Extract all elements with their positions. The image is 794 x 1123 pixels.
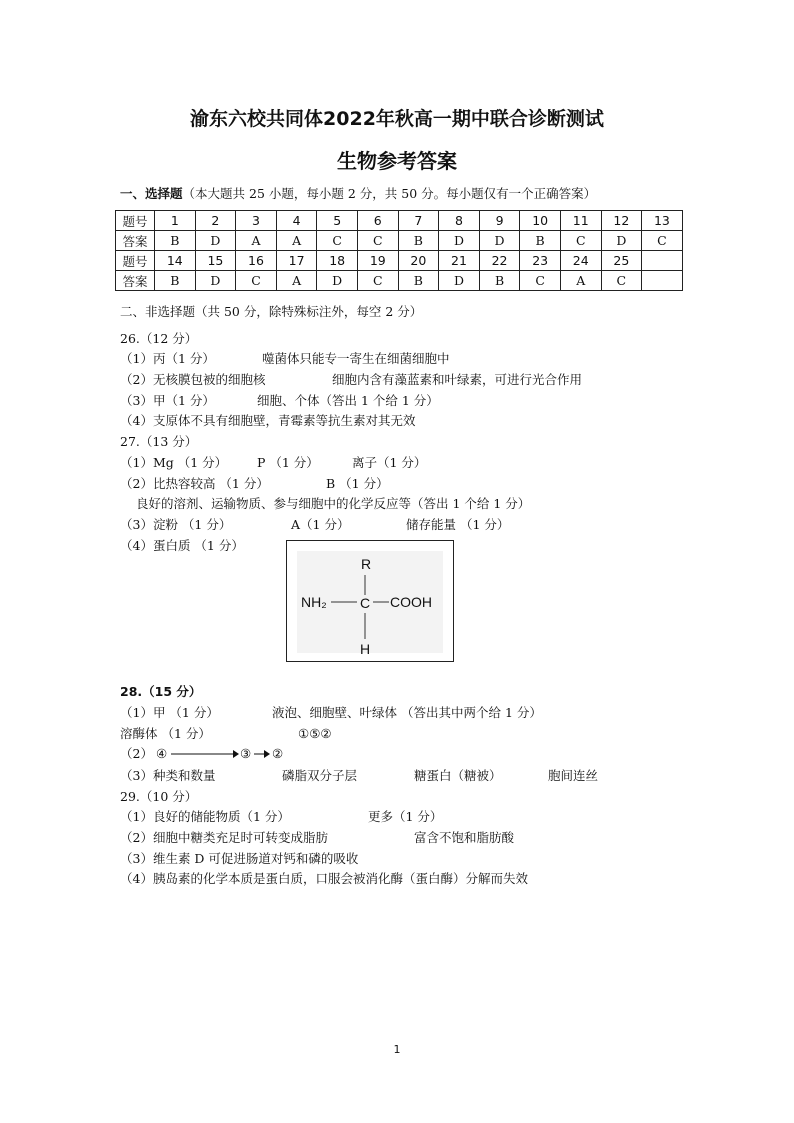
answer-cell: D	[195, 231, 236, 251]
amino-acid-structure-diagram	[286, 540, 454, 662]
q29-line2	[120, 830, 515, 846]
q26-answer-2b: 细胞内含有藻蓝素和叶绿素，可进行光合作用	[332, 372, 583, 387]
q27-answer-1b: P （1 分）	[257, 455, 319, 470]
q26-answer-2a: （2）无核膜包被的细胞核	[120, 372, 266, 387]
section1-note: （本大题共 25 小题，每小题 2 分，共 50 分。每小题仅有一个正确答案）	[182, 186, 597, 201]
q27-heading: 27.（13 分）	[120, 434, 198, 449]
answer-cell: C	[357, 271, 398, 291]
answer-cell: C	[520, 271, 561, 291]
q28-answer-4a: （3）种类和数量	[120, 768, 216, 783]
q26-answer-1b: 噬菌体只能专一寄生在细菌细胞中	[262, 351, 450, 366]
answer-cell: B	[520, 231, 561, 251]
answer-cell	[642, 271, 683, 291]
answer-cell: A	[236, 231, 277, 251]
section2-heading: 二、非选择题（共 50 分，除特殊标注外，每空 2 分）	[120, 304, 423, 319]
answer-table	[115, 210, 683, 291]
q28-answer-1a: （1）甲 （1 分）	[120, 705, 219, 720]
q28-line1	[120, 705, 542, 721]
q29-answer-2b: 富含不饱和脂肪酸	[414, 830, 515, 845]
answer-cell: B	[398, 271, 439, 291]
answer-cell: B	[155, 271, 196, 291]
a-label: 答案	[116, 271, 155, 291]
q-number: 19	[357, 251, 398, 271]
q27-line1	[120, 455, 427, 471]
answer-cell: A	[560, 271, 601, 291]
q27-line3	[120, 517, 510, 533]
q27-answer-2a: （2）比热容较高 （1 分）	[120, 476, 269, 491]
q-label: 题号	[116, 211, 155, 231]
q-number: 11	[560, 211, 601, 231]
q29-answer-2a: （2）细胞中糖类充足时可转变成脂肪	[120, 830, 328, 845]
answer-cell: D	[601, 231, 642, 251]
q-number: 24	[560, 251, 601, 271]
q27-answer-3a: （3）淀粉 （1 分）	[120, 517, 232, 532]
q-number: 5	[317, 211, 358, 231]
q-number: 22	[479, 251, 520, 271]
section1-heading-line	[120, 186, 596, 202]
q-number: 21	[439, 251, 480, 271]
document-title: 渝东六校共同体2022年秋高一期中联合诊断测试	[190, 108, 604, 130]
q29-line3: （3）维生素 D 可促进肠道对钙和磷的吸收	[120, 851, 359, 866]
q27-answer-1a: （1）Mg （1 分）	[120, 455, 228, 470]
q-number: 10	[520, 211, 561, 231]
q-number: 25	[601, 251, 642, 271]
q28-answer-4c: 糖蛋白（糖被）	[414, 768, 502, 783]
answer-cell: D	[479, 231, 520, 251]
q28-answer-1b: 液泡、细胞壁、叶绿体 （答出其中两个给 1 分）	[272, 705, 542, 720]
answer-cell: C	[642, 231, 683, 251]
q28-line2	[120, 726, 332, 742]
answer-cell: D	[317, 271, 358, 291]
q27-answer-3b: A（1 分）	[291, 517, 350, 532]
page-number: 1	[393, 1043, 401, 1056]
q-number: 23	[520, 251, 561, 271]
q27-answer-3c: 储存能量 （1 分）	[406, 517, 510, 532]
q-number: 3	[236, 211, 277, 231]
q29-answer-1a: （1）良好的储能物质（1 分）	[120, 809, 290, 824]
q28-answer-2a: 溶酶体 （1 分）	[120, 726, 211, 741]
q27-answer-2b: B （1 分）	[326, 476, 389, 491]
q27-line2	[120, 476, 389, 492]
q-number: 4	[276, 211, 317, 231]
q28-answer-4b: 磷脂双分子层	[282, 768, 358, 783]
q26-heading: 26.（12 分）	[120, 331, 198, 346]
q26-line4: （4）支原体不具有细胞壁，青霉素等抗生素对其无效	[120, 413, 416, 428]
answer-cell: D	[439, 271, 480, 291]
q28-answer-3-label: （2）	[120, 746, 153, 761]
formula-amino-group: NH₂	[301, 594, 327, 610]
q-number: 14	[155, 251, 196, 271]
answer-cell: C	[357, 231, 398, 251]
table-row-q2	[116, 251, 683, 271]
q-number: 18	[317, 251, 358, 271]
a-label: 答案	[116, 231, 155, 251]
answer-cell: C	[236, 271, 277, 291]
table-row-a1	[116, 231, 683, 251]
q-number: 15	[195, 251, 236, 271]
q-number: 12	[601, 211, 642, 231]
answer-cell: C	[560, 231, 601, 251]
formula-hydrogen: H	[360, 641, 371, 657]
answer-cell: C	[317, 231, 358, 251]
q28-line3	[120, 746, 284, 762]
q26-line2	[120, 372, 583, 388]
pathway-arrow-icon	[254, 748, 270, 760]
q27-answer-1c: 离子（1 分）	[352, 455, 427, 470]
q28-answer-4d: 胞间连丝	[548, 768, 599, 783]
q28-answer-2b: ①⑤②	[298, 726, 332, 741]
q-number: 16	[236, 251, 277, 271]
formula-carboxyl-group: COOH	[390, 594, 432, 610]
q29-answer-1b: 更多（1 分）	[368, 809, 443, 824]
q26-answer-3a: （3）甲（1 分）	[120, 393, 215, 408]
q29-line4: （4）胰岛素的化学本质是蛋白质，口服会被消化酶（蛋白酶）分解而失效	[120, 871, 528, 886]
formula-r-group: R	[361, 556, 372, 572]
q-number: 1	[155, 211, 196, 231]
section1-heading: 一、选择题	[120, 186, 183, 201]
q-number	[642, 251, 683, 271]
q-number: 8	[439, 211, 480, 231]
q-number: 7	[398, 211, 439, 231]
answer-cell: B	[479, 271, 520, 291]
q26-line3	[120, 393, 439, 409]
answer-cell: B	[155, 231, 196, 251]
q29-heading: 29.（10 分）	[120, 789, 198, 804]
table-row-a2	[116, 271, 683, 291]
q27-line2c: 良好的溶剂、运输物质、参与细胞中的化学反应等（答出 1 个给 1 分）	[136, 496, 531, 511]
answer-cell: A	[276, 271, 317, 291]
q-number: 2	[195, 211, 236, 231]
q28-line4	[120, 768, 599, 784]
q29-line1	[120, 809, 443, 825]
q26-answer-3b: 细胞、个体（答出 1 个给 1 分）	[257, 393, 439, 408]
q-number: 6	[357, 211, 398, 231]
pathway-step: ④	[156, 746, 168, 761]
answer-cell: A	[276, 231, 317, 251]
q-number: 20	[398, 251, 439, 271]
answer-cell: C	[601, 271, 642, 291]
q-label: 题号	[116, 251, 155, 271]
document-subtitle: 生物参考答案	[337, 149, 457, 173]
table-row-q1	[116, 211, 683, 231]
answer-cell: D	[439, 231, 480, 251]
formula-central-carbon: C	[360, 595, 371, 611]
q28-heading: 28.（15 分）	[120, 684, 202, 699]
answer-cell: D	[195, 271, 236, 291]
q26-line1	[120, 351, 450, 367]
q-number: 13	[642, 211, 683, 231]
pathway-arrow-icon	[171, 748, 239, 760]
q27-line4: （4）蛋白质 （1 分）	[120, 538, 244, 553]
pathway-step: ②	[272, 746, 284, 761]
answer-cell: B	[398, 231, 439, 251]
q-number: 9	[479, 211, 520, 231]
amino-acid-formula	[287, 541, 453, 661]
q26-answer-1a: （1）丙（1 分）	[120, 351, 215, 366]
pathway-step: ③	[240, 746, 252, 761]
q-number: 17	[276, 251, 317, 271]
